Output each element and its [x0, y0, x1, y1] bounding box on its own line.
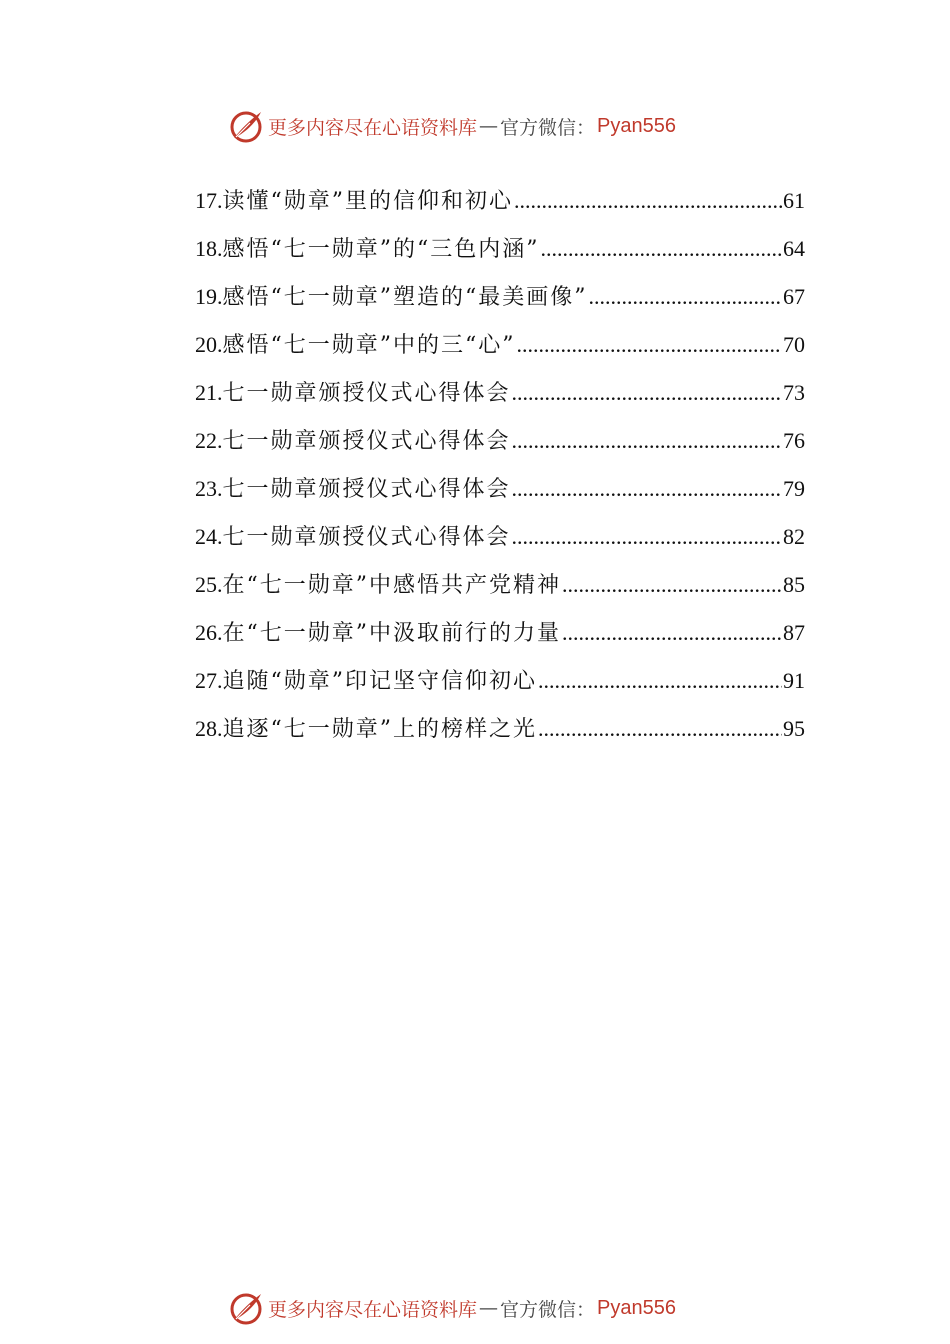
toc-leader-dots: [512, 473, 782, 505]
toc-item-title: 七一勋章颁授仪式心得体会: [222, 477, 511, 502]
toc-item-page: 79: [783, 476, 805, 501]
toc-item-page: 67: [783, 284, 805, 309]
toc-item-page: 87: [783, 620, 805, 645]
toc-leader-dots: [589, 281, 783, 313]
banner-contact-id: Pyan556: [597, 114, 676, 137]
toc-item-title: 在“七一勋章”中汲取前行的力量: [222, 621, 561, 646]
toc-item-page: 61: [783, 188, 805, 213]
toc-leader-dots: [512, 521, 782, 553]
quill-pen-logo-icon: [228, 1290, 264, 1326]
toc-item-title: 追随“勋章”印记坚守信仰初心: [222, 669, 537, 694]
toc-item[interactable]: [195, 713, 805, 761]
toc-item-title: 感悟“七一勋章”塑造的“最美画像”: [222, 285, 588, 310]
toc-leader-dots: [517, 329, 783, 361]
toc-item-number: 24.: [195, 524, 223, 549]
toc-item-number: 23.: [195, 476, 223, 501]
toc-item[interactable]: [195, 185, 805, 233]
toc-item[interactable]: [195, 617, 805, 665]
toc-item[interactable]: [195, 377, 805, 425]
banner-site-text: 更多内容尽在心语资料库: [268, 1298, 478, 1321]
footer-banner: [228, 1288, 676, 1328]
toc-item-title: 在“七一勋章”中感悟共产党精神: [222, 573, 561, 598]
toc-item-number: 22.: [195, 428, 223, 453]
toc-item-page: 95: [783, 716, 805, 741]
toc-leader-dots: [514, 185, 782, 217]
table-of-contents: [195, 185, 805, 761]
toc-item-number: 18.: [195, 236, 223, 261]
toc-item[interactable]: [195, 329, 805, 377]
toc-item[interactable]: [195, 473, 805, 521]
toc-item-page: 64: [783, 236, 805, 261]
banner-separator: —: [479, 115, 499, 137]
toc-leader-dots: [562, 569, 782, 601]
toc-item-number: 17.: [195, 188, 223, 213]
toc-item-title: 七一勋章颁授仪式心得体会: [222, 525, 511, 550]
toc-item[interactable]: [195, 425, 805, 473]
toc-item[interactable]: [195, 281, 805, 329]
toc-leader-dots: [538, 713, 782, 745]
toc-item-page: 82: [783, 524, 805, 549]
toc-leader-dots: [512, 377, 782, 409]
toc-item-title: 感悟“七一勋章”中的三“心”: [222, 333, 516, 358]
banner-site-text: 更多内容尽在心语资料库: [268, 116, 478, 139]
toc-leader-dots: [512, 425, 782, 457]
toc-item-number: 19.: [195, 284, 223, 309]
toc-item-page: 73: [783, 380, 805, 405]
toc-item[interactable]: [195, 233, 805, 281]
toc-item[interactable]: [195, 665, 805, 713]
toc-item-number: 20.: [195, 332, 223, 357]
toc-item[interactable]: [195, 569, 805, 617]
toc-item-number: 25.: [195, 572, 223, 597]
toc-item-title: 读懂“勋章”里的信仰和初心: [222, 189, 513, 214]
toc-leader-dots: [541, 233, 783, 265]
banner-separator: —: [479, 1297, 499, 1319]
banner-contact-id: Pyan556: [597, 1296, 676, 1319]
toc-leader-dots: [562, 617, 782, 649]
toc-item-number: 26.: [195, 620, 223, 645]
toc-item-page: 85: [783, 572, 805, 597]
quill-pen-logo-icon: [228, 108, 264, 144]
banner-contact-label: 官方微信：: [500, 116, 596, 139]
toc-item-title: 感悟“七一勋章”的“三色内涵”: [222, 237, 540, 262]
toc-item-number: 28.: [195, 716, 223, 741]
toc-item-title: 七一勋章颁授仪式心得体会: [222, 429, 511, 454]
toc-leader-dots: [538, 665, 782, 697]
header-banner: [228, 106, 676, 146]
toc-item-title: 七一勋章颁授仪式心得体会: [222, 381, 511, 406]
toc-item-page: 76: [783, 428, 805, 453]
toc-item-title: 追逐“七一勋章”上的榜样之光: [222, 717, 537, 742]
toc-item-number: 21.: [195, 380, 223, 405]
toc-item-number: 27.: [195, 668, 223, 693]
banner-contact-label: 官方微信：: [500, 1298, 596, 1321]
toc-item-page: 70: [783, 332, 805, 357]
toc-item[interactable]: [195, 521, 805, 569]
toc-item-page: 91: [783, 668, 805, 693]
